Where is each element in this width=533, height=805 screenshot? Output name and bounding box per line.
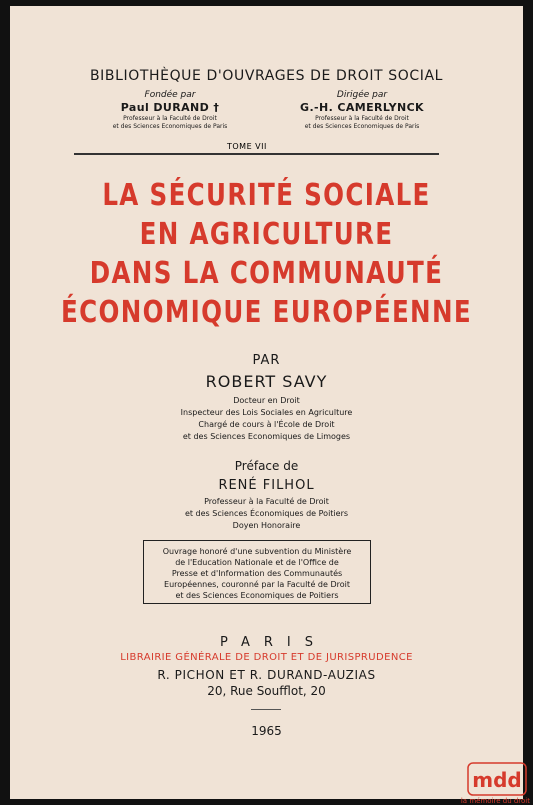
title-line-1: LA SÉCURITÉ SOCIALE xyxy=(102,178,431,213)
mdd-logo-icon xyxy=(467,762,527,796)
preface-qual-1: Professeur à la Faculté de Droit xyxy=(204,497,329,506)
honor-line-1: Ouvrage honoré d'une subvention du Ministère xyxy=(162,547,352,556)
honor-line-5: et des Sciences Economiques de Poitiers xyxy=(175,591,339,600)
by-label: PAR xyxy=(252,353,281,368)
honor-notice-box xyxy=(143,540,371,604)
title-line-3: DANS LA COMMUNAUTÉ xyxy=(89,256,444,291)
bottom-divider xyxy=(251,709,281,710)
author-qual-3: Chargé de cours à l'École de Droit xyxy=(198,420,335,429)
series-title: BIBLIOTHÈQUE D'OUVRAGES DE DROIT SOCIAL xyxy=(89,68,444,84)
director-qual-1: Professeur à la Faculté de Droit xyxy=(315,115,409,122)
title-line-2: EN AGRICULTURE xyxy=(139,217,394,252)
logo-tagline: la mémoire du droit xyxy=(460,797,530,805)
preface-author-name: RENÉ FILHOL xyxy=(218,478,315,493)
founder-role: Fondée par xyxy=(144,90,196,100)
publisher-partners: R. PICHON ET R. DURAND-AUZIAS xyxy=(157,668,376,682)
book-title xyxy=(56,176,477,332)
publisher-address: 20, Rue Soufflot, 20 xyxy=(207,684,326,698)
preface-label: Préface de xyxy=(234,459,299,473)
author-qual-2: Inspecteur des Lois Sociales en Agriculture xyxy=(180,408,353,417)
publisher-name: LIBRAIRIE GÉNÉRALE DE DROIT ET DE JURISPRUDENCE xyxy=(120,652,413,663)
imprint-city: PARIS xyxy=(219,635,328,650)
director-block xyxy=(272,90,452,130)
honor-line-4: Européennes, couronné par la Faculté de Droit xyxy=(164,580,350,589)
title-line-4: ÉCONOMIQUE EUROPÉENNE xyxy=(61,295,472,330)
preface-qual-3: Doyen Honoraire xyxy=(232,521,301,530)
founder-block xyxy=(80,90,260,130)
director-qual-2: et des Sciences Economiques de Paris xyxy=(304,123,420,130)
top-divider xyxy=(74,153,439,155)
author-name: ROBERT SAVY xyxy=(205,372,328,391)
tome-number: TOME VII xyxy=(227,142,267,151)
founder-name: Paul DURAND † xyxy=(120,101,220,114)
honor-line-2: de l'Education Nationale et de l'Office de xyxy=(175,558,339,567)
author-qualifications xyxy=(10,395,523,443)
mdd-logo xyxy=(460,757,533,805)
preface-qualifications xyxy=(10,496,523,532)
founder-qual-1: Professeur à la Faculté de Droit xyxy=(123,115,217,122)
founder-qual-2: et des Sciences Economiques de Paris xyxy=(112,123,228,130)
author-qual-4: et des Sciences Economiques de Limoges xyxy=(182,432,351,441)
publication-year: 1965 xyxy=(251,724,282,738)
author-qual-1: Docteur en Droit xyxy=(233,396,300,405)
logo-mark-text: mdd xyxy=(472,768,522,792)
book-cover xyxy=(10,6,523,799)
director-role: Dirigée par xyxy=(336,90,388,100)
director-name: G.-H. CAMERLYNCK xyxy=(300,101,424,114)
preface-qual-2: et des Sciences Économiques de Poitiers xyxy=(184,509,349,518)
honor-line-3: Presse et d'Information des Communautés xyxy=(171,569,343,578)
